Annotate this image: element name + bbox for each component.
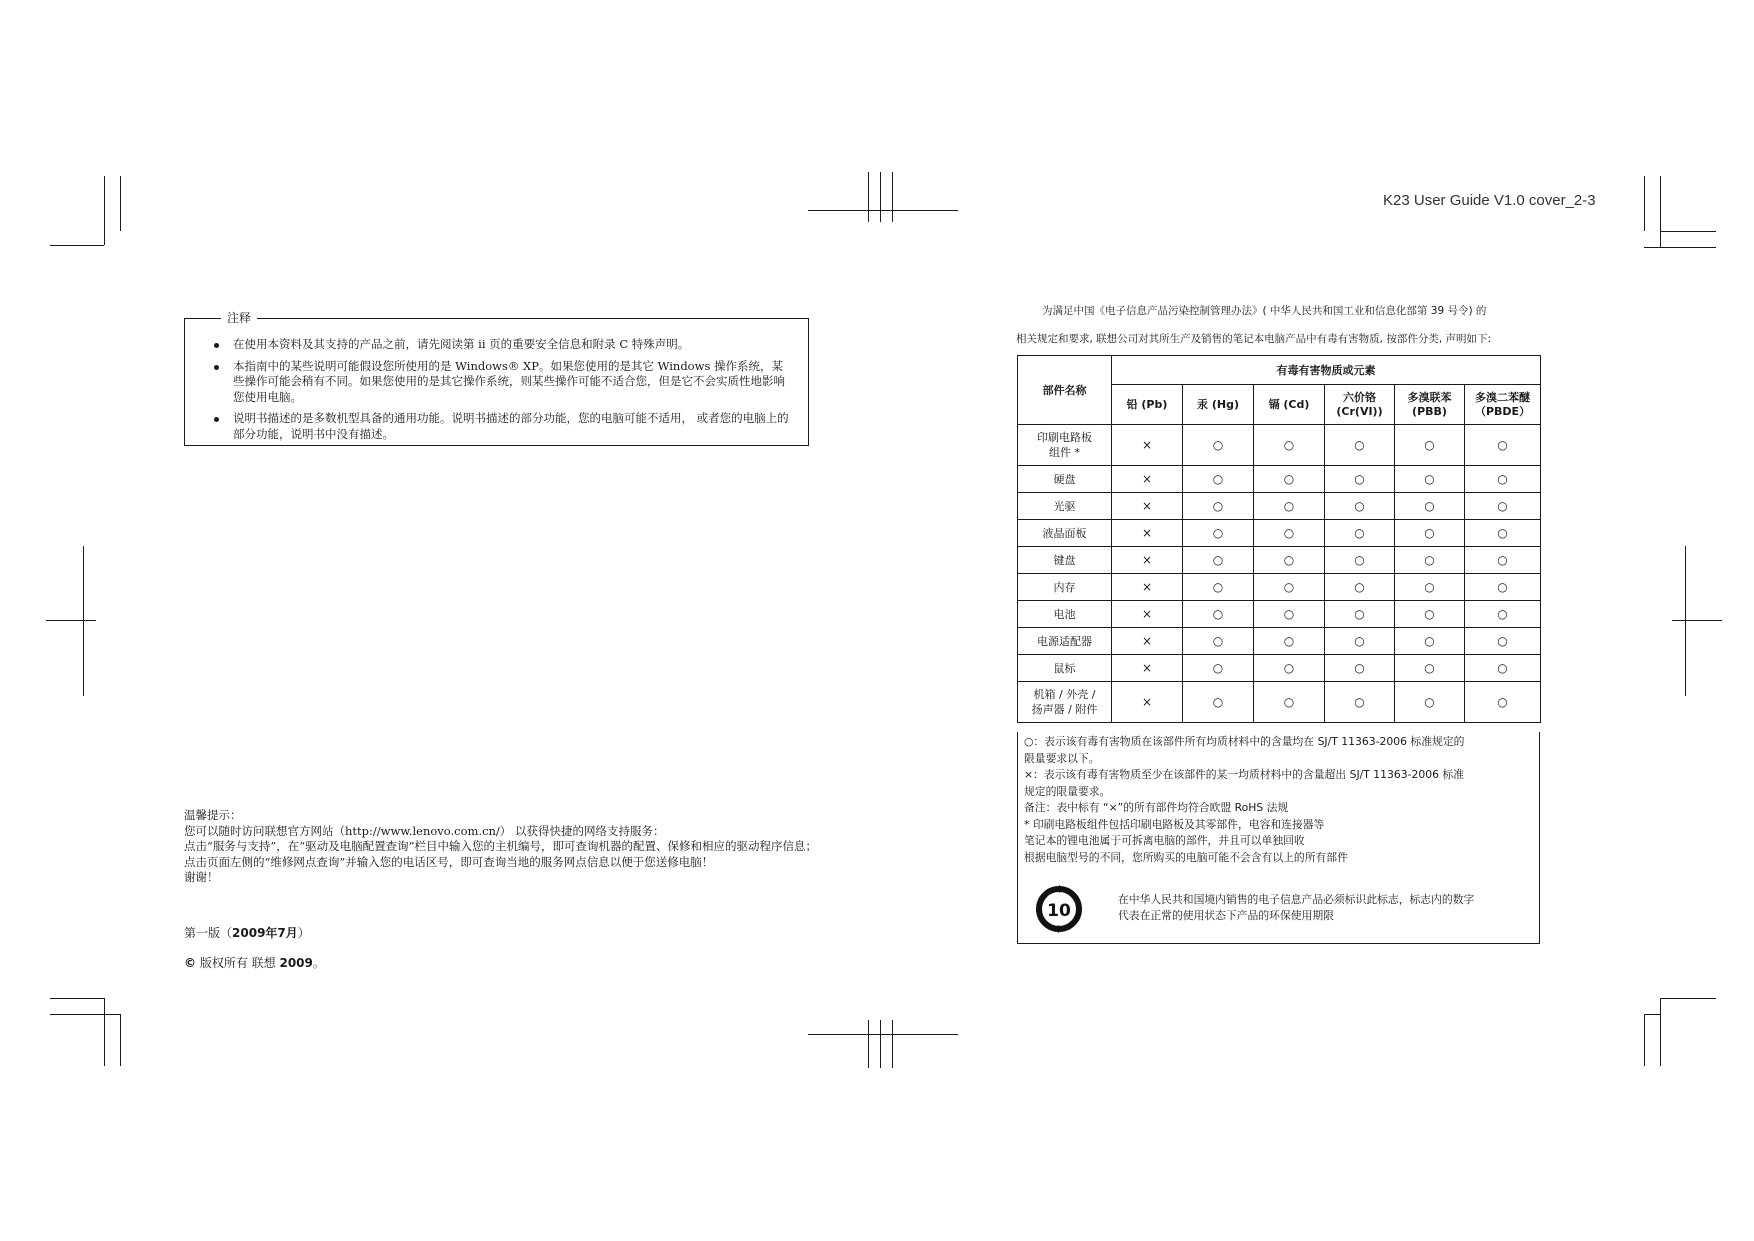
column-header-line: 汞 (Hg) <box>1197 397 1239 411</box>
substance-value-cell: ○ <box>1183 682 1254 723</box>
document-title: K23 User Guide V1.0 cover_2-3 <box>1383 192 1596 209</box>
footnote-line: * 印刷电路板组件包括印刷电路板及其零部件，电容和连接器等 <box>1024 817 1325 831</box>
part-name-line: 光驱 <box>1053 500 1076 513</box>
note-item: 在使用本资料及其支持的产品之前，请先阅读第 ii 页的重要安全信息和附录 C 特殊声明。 <box>209 337 794 353</box>
edition-date: 2009年7月 <box>232 926 298 940</box>
substance-value-cell: ○ <box>1325 466 1395 493</box>
substance-value-cell: × <box>1112 493 1183 520</box>
copyright-text: 版权所有 联想 <box>199 956 276 970</box>
table-row <box>1018 682 1541 723</box>
substance-value-cell: ○ <box>1465 628 1541 655</box>
substance-value-cell: × <box>1112 655 1183 682</box>
substance-value-cell: ○ <box>1183 574 1254 601</box>
part-name-line: 电源适配器 <box>1037 635 1092 648</box>
substance-value-cell: ○ <box>1254 601 1325 628</box>
epup-description <box>1118 892 1533 924</box>
substance-value-cell: ○ <box>1465 520 1541 547</box>
substance-value-cell: ○ <box>1465 601 1541 628</box>
part-name-cell <box>1018 628 1112 655</box>
tips-line: 点击“服务与支持”，在“驱动及电脑配置查询”栏目中输入您的主机编号，即可查询机器的配置、保修和相应的驱动程序信息； <box>184 839 818 853</box>
table-row <box>1018 547 1541 574</box>
substance-value-cell: ○ <box>1325 574 1395 601</box>
substance-value-cell: ○ <box>1325 520 1395 547</box>
notes-box <box>184 311 809 446</box>
tips-title: 温馨提示： <box>184 808 242 822</box>
substance-value-cell: × <box>1112 628 1183 655</box>
substance-group-header: 有毒有害物质或元素 <box>1112 356 1541 385</box>
tips-line: 谢谢！ <box>184 870 219 884</box>
column-header-line: （PBDE） <box>1474 404 1531 418</box>
substance-column-header <box>1183 385 1254 425</box>
declaration-intro <box>1016 297 1544 353</box>
column-header-line: 铅 (Pb) <box>1126 397 1168 411</box>
substance-value-cell: ○ <box>1395 547 1465 574</box>
notes-list <box>209 337 794 448</box>
footnote-line: 限量要求以下。 <box>1024 751 1100 765</box>
substance-value-cell: ○ <box>1395 493 1465 520</box>
substance-value-cell: ○ <box>1465 425 1541 466</box>
part-name-cell <box>1018 601 1112 628</box>
part-name-line: 硬盘 <box>1053 473 1076 486</box>
substance-value-cell: × <box>1112 466 1183 493</box>
substance-value-cell: ○ <box>1325 425 1395 466</box>
substance-value-cell: ○ <box>1395 466 1465 493</box>
part-name-line: 印刷电路板 <box>1037 431 1092 444</box>
substance-value-cell: ○ <box>1325 655 1395 682</box>
copyright-line <box>184 954 325 971</box>
column-header-line: (Cr(VI)) <box>1336 404 1383 418</box>
footnote-line: 规定的限量要求。 <box>1024 784 1111 798</box>
part-name-cell <box>1018 655 1112 682</box>
footnote-line: ×：表示该有毒有害物质至少在该部件的某一均质材料中的含量超出 SJ/T 11363-2006 标准 <box>1024 768 1465 781</box>
column-header-line: 六价铬 <box>1343 390 1376 404</box>
substance-value-cell: ○ <box>1465 574 1541 601</box>
tips-block <box>184 808 824 886</box>
substance-value-cell: ○ <box>1254 425 1325 466</box>
table-row <box>1018 493 1541 520</box>
edition-suffix: ） <box>297 926 310 940</box>
epup-10-logo-icon <box>1032 882 1086 936</box>
column-header-line: 多溴联苯 <box>1407 390 1452 404</box>
part-name-line: 扬声器 / 附件 <box>1031 703 1098 716</box>
substance-value-cell: ○ <box>1183 601 1254 628</box>
epup-line: 在中华人民共和国境内销售的电子信息产品必须标识此标志，标志内的数字 <box>1118 893 1475 906</box>
substance-value-cell: ○ <box>1395 425 1465 466</box>
table-row <box>1018 425 1541 466</box>
substance-value-cell: ○ <box>1183 547 1254 574</box>
substance-column-header <box>1254 385 1325 425</box>
part-name-line: 组件 * <box>1049 446 1080 459</box>
part-name-cell <box>1018 493 1112 520</box>
intro-line: 为满足中国《电子信息产品污染控制管理办法》( 中华人民共和国工业和信息化部第 39 号令) 的 <box>1042 305 1487 317</box>
table-footnote-cell <box>1017 732 1540 944</box>
substance-value-cell: × <box>1112 547 1183 574</box>
substance-value-cell: × <box>1112 425 1183 466</box>
edition-line <box>184 924 310 941</box>
part-name-line: 液晶面板 <box>1042 527 1087 540</box>
substance-value-cell: × <box>1112 682 1183 723</box>
substance-value-cell: × <box>1112 520 1183 547</box>
part-name-line: 内存 <box>1053 581 1076 594</box>
epup-line: 代表在正常的使用状态下产品的环保使用期限 <box>1118 909 1334 922</box>
column-header-line: 镉 (Cd) <box>1268 397 1310 411</box>
substance-value-cell: ○ <box>1325 628 1395 655</box>
table-row <box>1018 520 1541 547</box>
substance-value-cell: ○ <box>1465 466 1541 493</box>
tips-line: 点击页面左侧的“维修网点查询”并输入您的电话区号，即可查询当地的服务网点信息以便于您送修电脑！ <box>184 854 714 869</box>
substance-value-cell: × <box>1112 574 1183 601</box>
part-name-line: 键盘 <box>1053 554 1076 567</box>
substance-value-cell: ○ <box>1254 628 1325 655</box>
substance-value-cell: ○ <box>1254 655 1325 682</box>
copyright-symbol: © <box>184 956 196 970</box>
part-name-line: 机箱 / 外壳 / <box>1033 688 1096 701</box>
footnote-line: 根据电脑型号的不同，您所购买的电脑可能不会含有以上的所有部件 <box>1024 850 1348 864</box>
substance-value-cell: ○ <box>1395 520 1465 547</box>
substance-value-cell: ○ <box>1325 682 1395 723</box>
substance-column-header <box>1325 385 1395 425</box>
footnote-line: 笔记本的锂电池属于可拆离电脑的部件，并且可以单独回收 <box>1024 834 1305 847</box>
edition-prefix: 第一版（ <box>184 926 233 940</box>
substance-column-header <box>1395 385 1465 425</box>
substance-value-cell: ○ <box>1395 628 1465 655</box>
substance-value-cell: ○ <box>1465 682 1541 723</box>
part-name-cell <box>1018 520 1112 547</box>
notes-title: 注释 <box>221 309 257 326</box>
table-row <box>1018 655 1541 682</box>
substance-value-cell: ○ <box>1395 574 1465 601</box>
table-row <box>1018 601 1541 628</box>
substance-value-cell: ○ <box>1465 547 1541 574</box>
substance-value-cell: ○ <box>1465 655 1541 682</box>
table-row <box>1018 466 1541 493</box>
footnote-line: ○：表示该有毒有害物质在该部件所有均质材料中的含量均在 SJ/T 11363-2006 标准规定的 <box>1024 735 1465 748</box>
substance-value-cell: ○ <box>1183 425 1254 466</box>
substance-value-cell: ○ <box>1254 466 1325 493</box>
part-name-cell <box>1018 466 1112 493</box>
intro-line: 相关规定和要求, 联想公司对其所生产及销售的笔记本电脑产品中有毒有害物质, 按部件分类, 声明如下: <box>1016 333 1492 345</box>
substance-value-cell: ○ <box>1395 655 1465 682</box>
substance-value-cell: ○ <box>1395 682 1465 723</box>
substance-value-cell: ○ <box>1183 655 1254 682</box>
part-name-cell <box>1018 574 1112 601</box>
substance-value-cell: ○ <box>1395 601 1465 628</box>
copyright-end: 。 <box>312 956 325 970</box>
substance-value-cell: ○ <box>1325 547 1395 574</box>
part-name-cell <box>1018 547 1112 574</box>
note-item: 说明书描述的是多数机型具备的通用功能。说明书描述的部分功能，您的电脑可能不适用， 或者您的电脑上的部分功能，说明书中没有描述。 <box>209 411 794 442</box>
table-row <box>1018 574 1541 601</box>
substance-value-cell: ○ <box>1465 493 1541 520</box>
part-name-header: 部件名称 <box>1018 356 1112 425</box>
substance-value-cell: ○ <box>1254 682 1325 723</box>
substance-value-cell: ○ <box>1183 628 1254 655</box>
hazardous-substance-table <box>1017 355 1541 723</box>
part-name-line: 电池 <box>1053 608 1076 621</box>
substance-value-cell: ○ <box>1254 574 1325 601</box>
substance-value-cell: ○ <box>1254 493 1325 520</box>
footnote-line: 备注：表中标有 “×”的所有部件均符合欧盟 RoHS 法规 <box>1024 801 1289 814</box>
table-row <box>1018 628 1541 655</box>
copyright-year: 2009 <box>279 956 313 970</box>
substance-value-cell: ○ <box>1183 520 1254 547</box>
substance-value-cell: ○ <box>1183 466 1254 493</box>
part-name-cell <box>1018 425 1112 466</box>
column-header-line: (PBB) <box>1412 404 1447 418</box>
column-header-line: 多溴二苯醚 <box>1475 390 1531 404</box>
substance-value-cell: ○ <box>1325 493 1395 520</box>
substance-value-cell: ○ <box>1325 601 1395 628</box>
note-item: 本指南中的某些说明可能假设您所使用的是 Windows® XP。如果您使用的是其它 Windows 操作系统，某些操作可能会稍有不同。如果您使用的是其它操作系统，则某些操作可能不适合您，但是它不会实质性地影响您使用电脑。 <box>209 359 794 406</box>
footnotes <box>1024 734 1536 866</box>
part-name-line: 鼠标 <box>1053 662 1076 675</box>
tips-line: 您可以随时访问联想官方网站（http://www.lenovo.com.cn/） 以获得快捷的网络支持服务： <box>184 823 665 838</box>
substance-column-header <box>1112 385 1183 425</box>
substance-value-cell: ○ <box>1254 520 1325 547</box>
epup-number: 10 <box>1047 901 1071 921</box>
substance-value-cell: × <box>1112 601 1183 628</box>
substance-value-cell: ○ <box>1183 493 1254 520</box>
substance-column-header <box>1465 385 1541 425</box>
part-name-cell <box>1018 682 1112 723</box>
substance-value-cell: ○ <box>1254 547 1325 574</box>
